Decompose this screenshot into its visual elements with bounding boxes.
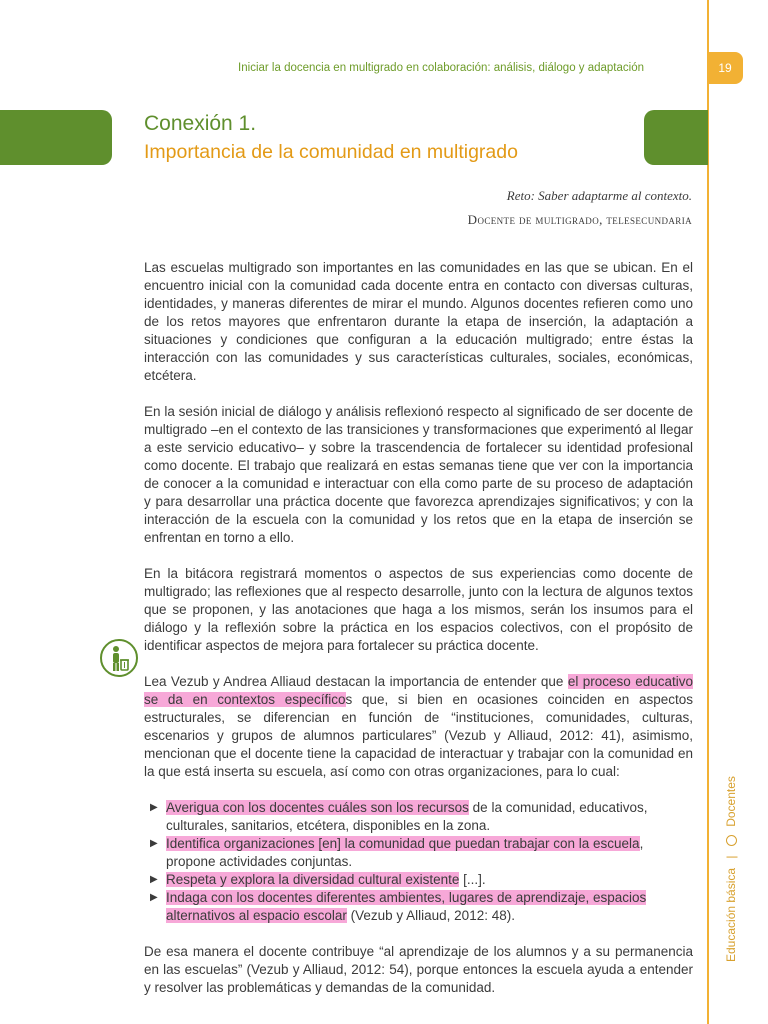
section-band-left (0, 110, 112, 165)
epigraph-quote: Reto: Saber adaptarme al contexto. (506, 188, 692, 203)
section-band-right (644, 110, 708, 165)
side-label (724, 776, 738, 962)
list-item (144, 871, 693, 889)
epigraph-author: Docente de multigrado, telesecundaria (467, 212, 692, 227)
ring-icon (726, 835, 737, 846)
paragraph-4-highlight: el proceso educativo se da en contextos específico (144, 674, 693, 707)
list-item-highlight: Averigua con los docentes cuáles son los recursos (166, 800, 469, 815)
list-item (144, 889, 693, 925)
list-item (144, 799, 693, 835)
list-item-text: , propone actividades conjuntas. (166, 836, 644, 869)
section-kicker: Conexión 1. (144, 112, 257, 135)
list-item-highlight: Indaga con los docentes diferentes ambientes, lugares de aprendizaje, espacios alternativos al espacio escolar (166, 890, 647, 923)
paragraph-2: En la sesión inicial de diálogo y análisis reflexionó respecto al significado de ser docente de multigrado –en el contexto de las transiciones y transformaciones que experimentó al llegar a este servicio educativo– y sobre la trascendencia de fortalecer su identidad profesional como docente. El trabajo que realizará en estas semanas tiene que ver con la importancia de conocer a la comunidad e interactuar con ella como parte de su proceso de adaptación y para desarrollar una práctica docente que favorezca aprendizajes significativos; y con la interacción de la escuela con la comunidad y los retos que en la etapa de inserción se enfrentan en torno a ello. (144, 404, 693, 545)
list-item-text: (Vezub y Alliaud, 2012: 48). (346, 908, 515, 923)
person-with-bin-icon (99, 638, 139, 678)
epigraph (468, 186, 692, 228)
triangle-bullet-icon: ▶ (150, 874, 158, 885)
list-item-text: [...]. (459, 872, 486, 887)
side-label-left: Educación básica (724, 867, 738, 962)
section-title: Importancia de la comunidad en multigrado (144, 141, 518, 163)
running-head: Iniciar la docencia en multigrado en colaboración: análisis, diálogo y adaptación (238, 62, 644, 74)
section-title-block (144, 110, 518, 166)
paragraph-1: Las escuelas multigrado son importantes en las comunidades en las que se ubican. En el encuentro inicial con la comunidad cada docente entra en contacto con diversas culturas, identidades, y maneras diferentes de mirar el mundo. Algunos docentes refieren como uno de los retos mayores que enfrentaron durante la etapa de inserción, la adaptación a situaciones y condiciones que configuran a la educación multigrado; entre éstas la interacción con las comunidades y sus características culturales, sociales, económicas, etcétera. (144, 260, 693, 383)
paragraph-4-after: s que, si bien en ocasiones coinciden en aspectos estructurales, se diferencian en función de “instituciones, comunidades, culturas, escenarios y grupos de alumnos particulares” (Vezub y Alliaud, 2012: 41), asimismo, mencionan que el docente tiene la capacidad de interactuar y trabajar con la comunidad en la que está inserta su escuela, así como con otras organizaciones, para lo cual: (144, 692, 693, 779)
triangle-bullet-icon: ▶ (150, 802, 158, 813)
action-list (144, 799, 693, 925)
list-item-text: de la comunidad, educativos, culturales, sanitarios, etcétera, disponibles en la zona. (166, 800, 648, 833)
closing-paragraph: De esa manera el docente contribuye “al aprendizaje de los alumnos y a su permanencia en las escuelas” (Vezub y Alliaud, 2012: 54), porque entonces la escuela ayuda a entender y resolver las problemáticas y demandas de la comunidad. (144, 944, 693, 995)
triangle-bullet-icon: ▶ (150, 892, 158, 903)
page-number: 19 (707, 52, 743, 84)
list-item-highlight: Respeta y explora la diversidad cultural existente (166, 872, 460, 887)
side-label-right: Docentes (724, 776, 738, 827)
paragraph-4-before: Lea Vezub y Andrea Alliaud destacan la importancia de entender que (144, 674, 568, 689)
list-item-highlight: Identifica organizaciones [en] la comunidad que puedan trabajar con la escuela (166, 836, 640, 851)
side-label-separator: | (724, 855, 738, 859)
triangle-bullet-icon: ▶ (150, 838, 158, 849)
body-text (144, 259, 693, 1015)
list-item (144, 835, 693, 871)
paragraph-4 (144, 673, 693, 781)
paragraph-3: En la bitácora registrará momentos o aspectos de sus experiencias como docente de multigrado; las reflexiones que al respecto desarrolle, junto con la lectura de algunos textos que se proponen, y las anotaciones que haga a los mismos, serán los insumos para el diálogo y la reflexión sobre la práctica en los espacios colectivos, con el propósito de identificar aspectos de mejora para fortalecer su práctica docente. (144, 566, 693, 653)
